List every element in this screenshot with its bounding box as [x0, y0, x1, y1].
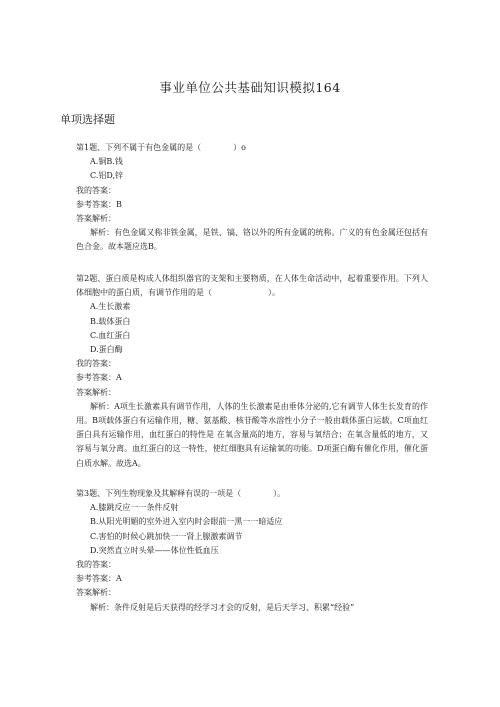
explanation-label: 答案解析：	[76, 588, 116, 598]
question-stem: 第2题、蛋白质是构成人体组织器官的支架和主要物质，在人体生命活动中，起着重要作用。下列人体细胞中的蛋白质，有调节作用的是（ ）。	[76, 274, 428, 298]
option: A.膝跳反应一一条件反射	[90, 503, 179, 513]
option: B.载体蛋白	[90, 316, 131, 326]
my-answer-label: 我的答案：	[76, 560, 116, 570]
option: D.突然直立时头晕——体位性低血压	[90, 545, 219, 555]
explanation-text: 解析：有色金属又称非铁金属，是铁、镐、铬以外的所有金属的统称。广义的有色金属还包括有色合金。故本题应选B。	[76, 228, 428, 252]
section-heading: 单项选择题	[60, 113, 115, 126]
question-3	[76, 487, 428, 615]
option: A.铜B.钱	[90, 157, 123, 167]
my-answer-label: 我的答案：	[76, 185, 116, 195]
question-stem: 第1题、下列不属于有色金属的是（ ）o	[76, 143, 246, 152]
my-answer-label: 我的答案：	[76, 359, 116, 369]
explanation-label: 答案解析：	[76, 387, 116, 397]
question-stem: 第3题、下列生物现象及其解释有误的一项是（ ）。	[76, 489, 286, 498]
option: C.血红蛋白	[90, 330, 131, 340]
option: A.生长激素	[90, 302, 131, 312]
option: D.蛋白酶	[90, 345, 123, 355]
option: C.害怕的时候心跳加快一一肾上腺激素调节	[90, 531, 243, 541]
explanation-label: 答案解析：	[76, 214, 116, 224]
question-2	[76, 272, 428, 471]
question-1	[76, 141, 428, 255]
page-title: 事业单位公共基础知识模拟164	[159, 80, 341, 95]
reference-answer: 参考答案：A	[76, 373, 122, 383]
option: C.铝D,锌	[90, 171, 124, 181]
reference-answer: 参考答案：B	[76, 199, 122, 209]
explanation-text: 解析：条件反射是后天获得的经学习才会的反射，是后天学习、积累“经验”	[90, 602, 355, 612]
option: B.从阳光明媚的室外进入室内时会眼前一黑一一暗适应	[90, 517, 283, 527]
reference-answer: 参考答案：A	[76, 574, 122, 584]
explanation-text: 解析：A项生长激素具有调节作用，人体的生长激素是由垂体分泌的,它有调节人体生长发育的作用。B项载体蛋白有运输作用，糖、氨基酸、核苷酸等水溶性小分子一般由载体蛋白运载。C项血红蛋白具有运输作用，血红蛋白的特性是 在氧含量高的地方，容易与氧结合；在氧含量低的地方，又容易与氧分离。血红蛋白的这一特性，使红细胞具有运输氧的功能。D项蛋白酶有催化作用，催化蛋白质水解。故选A。	[76, 401, 428, 468]
